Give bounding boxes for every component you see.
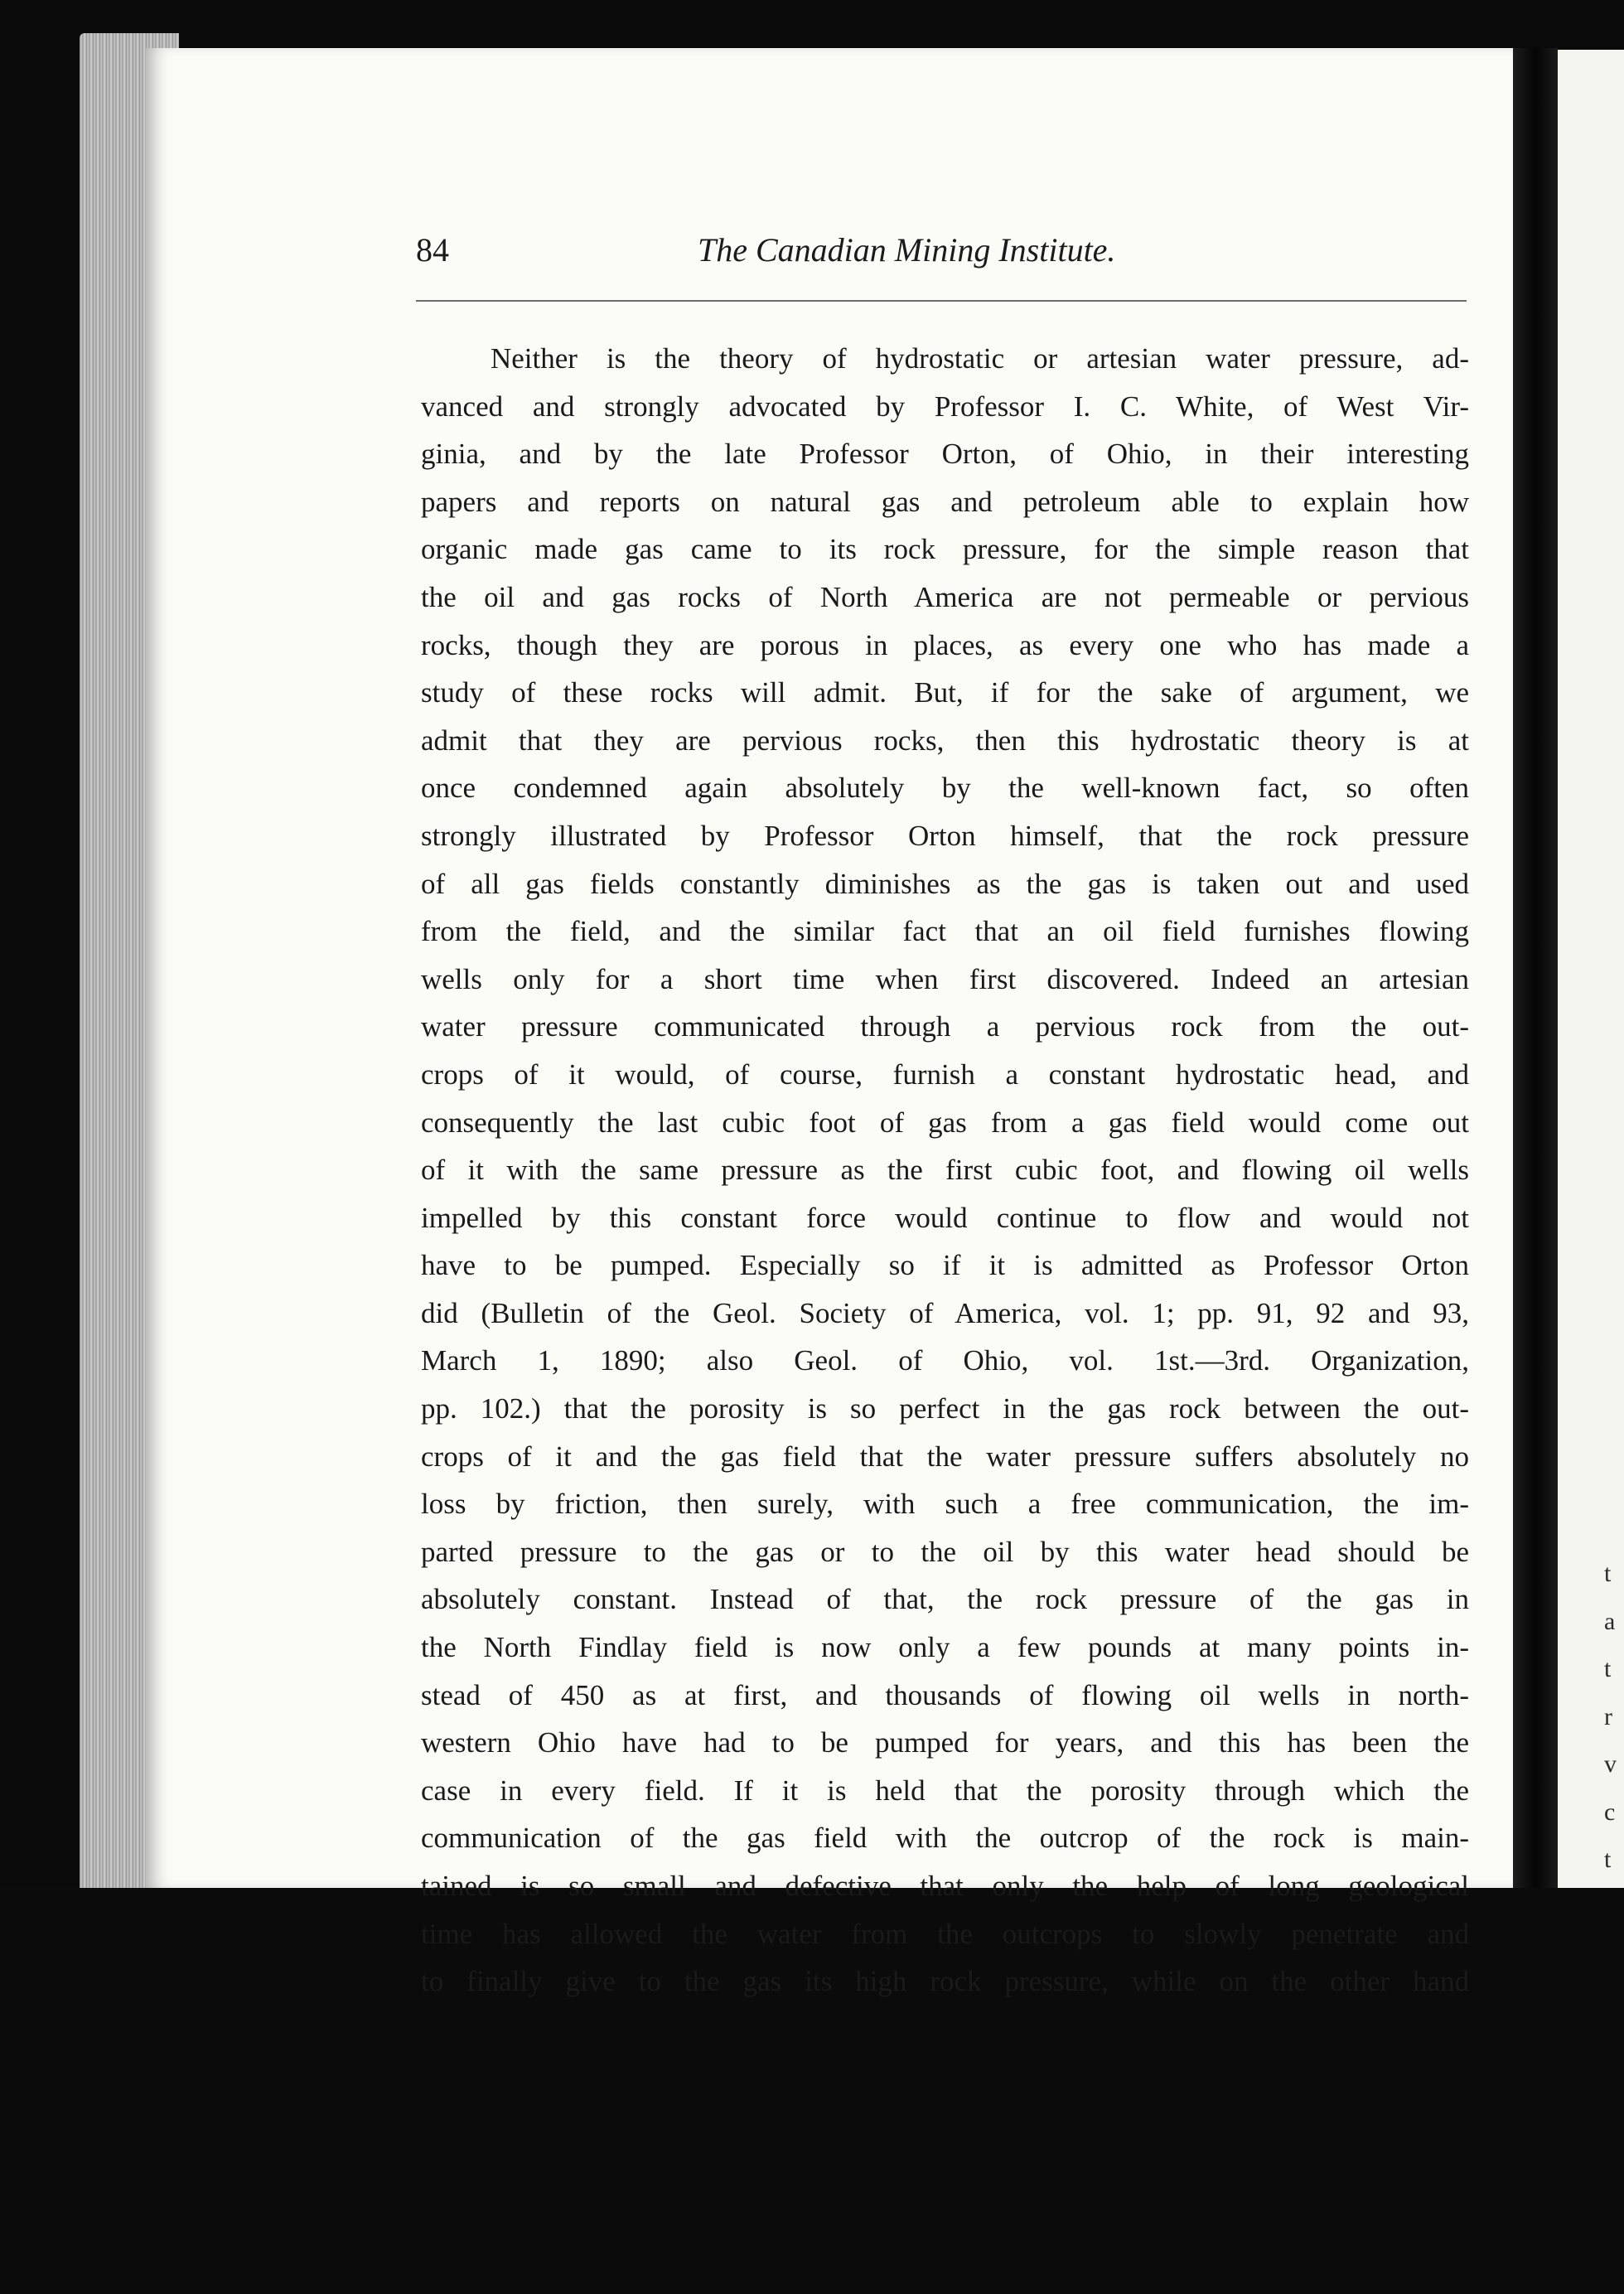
text-line: Neither is the theory of hydrostatic or artesian water pressure, ad- [491, 342, 1469, 375]
text-line: time has allowed the water from the outcrops to slowly penetrate and [421, 1917, 1469, 1950]
journal-title: The Canadian Mining Institute. [698, 231, 1116, 269]
text-line: once condemned again absolutely by the well-known fact, so often [421, 772, 1469, 805]
text-line: wells only for a short time when first discovered. Indeed an artesian [421, 962, 1469, 995]
text-line: have to be pumped. Especially so if it is admitted as Professor Orton [421, 1249, 1469, 1282]
text-line: absolutely constant. Instead of that, the rock pressure of the gas in [421, 1583, 1469, 1616]
running-head [416, 227, 1493, 285]
text-line: crops of it and the gas field that the water pressure suffers absolutely no [421, 1440, 1469, 1473]
text-line: study of these rocks will admit. But, if for the sake of argument, we [421, 676, 1469, 709]
text-line: case in every field. If it is held that the porosity through which the [421, 1774, 1469, 1807]
text-line: water pressure communicated through a pervious rock from the out- [421, 1010, 1469, 1043]
text-line: rocks, though they are porous in places, as every one who has made a [421, 628, 1469, 661]
text-line: loss by friction, then surely, with such a free communication, the im- [421, 1488, 1469, 1521]
text-line: tained is so small and defective that only the help of long geological [421, 1870, 1469, 1902]
next-page-letter: a [1604, 1607, 1616, 1635]
text-line: vanced and strongly advocated by Professor I. C. White, of West Vir- [421, 390, 1469, 423]
text-line: to finally give to the gas its high rock pressure, while on the other hand [421, 1965, 1469, 1998]
text-line: communication of the gas field with the outcrop of the rock is main- [421, 1822, 1469, 1855]
text-line: from the field, and the similar fact that an oil field furnishes flowing [421, 915, 1469, 948]
body-text [421, 335, 1469, 2006]
text-line: stead of 450 as at first, and thousands of flowing oil wells in north- [421, 1678, 1469, 1711]
text-line: strongly illustrated by Professor Orton himself, that the rock pressure [421, 819, 1469, 852]
next-page-letter: t [1604, 1560, 1612, 1587]
text-line: March 1, 1890; also Geol. of Ohio, vol. 1st.—3rd. Organization, [421, 1344, 1469, 1377]
text-line: organic made gas came to its rock pressure, for the simple reason that [421, 533, 1469, 566]
text-line: did (Bulletin of the Geol. Society of America, vol. 1; pp. 91, 92 and 93, [421, 1296, 1469, 1329]
next-page-letter: t [1604, 1846, 1612, 1873]
text-line: admit that they are pervious rocks, then this hydrostatic theory is at [421, 724, 1469, 757]
text-line: crops of it would, of course, furnish a constant hydrostatic head, and [421, 1057, 1469, 1091]
text-line: of it with the same pressure as the first cubic foot, and flowing oil wells [421, 1154, 1469, 1187]
text-line: consequently the last cubic foot of gas from a gas field would come out [421, 1106, 1469, 1139]
next-page-letter: r [1604, 1702, 1612, 1730]
text-line: of all gas fields constantly diminishes as the gas is taken out and used [421, 867, 1469, 900]
book-gutter [1513, 48, 1558, 1923]
text-line: impelled by this constant force would continue to flow and would not [421, 1201, 1469, 1234]
next-page-letter: c [1604, 1798, 1616, 1826]
text-line: parted pressure to the gas or to the oil by this water head should be [421, 1535, 1469, 1568]
next-page-letter: t [1604, 1655, 1612, 1682]
text-line: ginia, and by the late Professor Orton, of Ohio, in their interesting [421, 438, 1469, 471]
text-line: western Ohio have had to be pumped for years, and this has been the [421, 1726, 1469, 1759]
next-page-letter: v [1604, 1750, 1617, 1778]
text-line: pp. 102.) that the porosity is so perfect in the gas rock between the out- [421, 1392, 1469, 1425]
page-number: 84 [416, 231, 449, 269]
text-line: papers and reports on natural gas and petroleum able to explain how [421, 485, 1469, 518]
text-line: the North Findlay field is now only a few pounds at many points in- [421, 1631, 1469, 1664]
header-rule [416, 300, 1467, 302]
text-line: the oil and gas rocks of North America are not permeable or pervious [421, 580, 1469, 613]
